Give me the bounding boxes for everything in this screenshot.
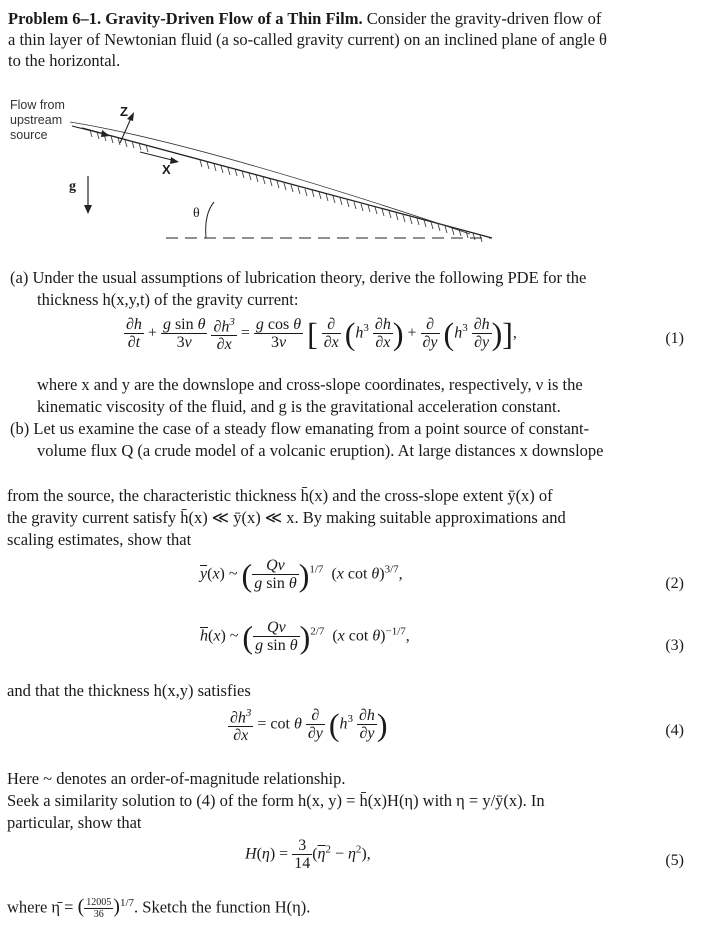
x-axis-arrow	[140, 152, 176, 161]
part-b-cont-3: scaling estimates, show that	[7, 530, 192, 549]
plane-hatching	[90, 130, 482, 242]
where-exponent: 1/7	[119, 897, 135, 909]
part-b-cont-1: from the source, the characteristic thickness h̄(x) and the cross-slope extent ȳ(x) of	[7, 486, 553, 505]
equation-5-number: (5)	[665, 852, 684, 869]
z-axis-arrowhead	[127, 112, 134, 121]
here-line: Here ~ denotes an order-of-magnitude relationship.	[7, 769, 346, 788]
seek-line-2: particular, show that	[7, 813, 142, 832]
equation-1: $\frac{\partial h}{\partial t}$ + $\frac{\text{g sin θ}}{3\nu}$ $\frac{\partial h^3}{\partial x}$ = $\frac{\text{g cos θ}}{3\nu}$ [ $\frac{\partial}{\partial x}$ ($h^3$ $\frac{\partial h}{\partial x}$ ) + $\frac{\partial}{\partial y}$ ($h^3$ $\frac{\partial h}{\partial y}$ )],	[126, 315, 517, 354]
gravity-label: g	[69, 179, 76, 194]
part-a-line-2: thickness h(x,y,t) of the gravity current:	[37, 290, 299, 309]
where-frac-num: 12005	[86, 897, 112, 909]
problem-intro-1: Consider the gravity-driven flow of	[366, 9, 602, 28]
equation-2-number: (2)	[665, 575, 684, 592]
problem-intro-2: a thin layer of Newtonian fluid (a so-called gravity current) on an inclined plane of angle θ	[8, 30, 607, 49]
part-b-line-1: (b) Let us examine the case of a steady flow emanating from a point source of constant-	[10, 419, 590, 438]
where-line: where η̄ = ( $\frac{12005}{36}$ )$^{1/7}$. Sketch the function H(η).	[7, 895, 311, 921]
problem-heading-line	[8, 8, 601, 29]
z-axis-label: Z	[120, 104, 128, 119]
equation-3-number: (3)	[665, 637, 684, 654]
theta-label: θ	[193, 206, 200, 221]
part-b-cont-2: the gravity current satisfy h̄(x) ≪ ȳ(x) ≪ x. By making suitable approximations and	[7, 508, 566, 527]
x-axis-label: X	[162, 162, 171, 177]
equation-5: H(η) = $\frac{3}{14}$ $(\overline{\eta}^2 - \eta^2)$,	[245, 837, 371, 872]
equation-1-number: (1)	[665, 330, 684, 347]
thickness-line: and that the thickness h(x,y) satisfies	[7, 681, 251, 700]
seek-line-1: Seek a similarity solution to (4) of the form h(x, y) = h̄(x)H(η) with η = y/ȳ(x). In	[7, 791, 545, 810]
part-b-line-2: volume flux Q (a crude model of a volcanic eruption). At large distances x downslope	[37, 441, 604, 460]
where-prefix: where η̄ =	[7, 897, 78, 917]
gravity-arrowhead	[84, 205, 92, 214]
problem-title: Problem 6–1. Gravity-Driven Flow of a Thin Film.	[8, 9, 363, 28]
x-axis-arrowhead	[170, 157, 179, 164]
where-suffix: . Sketch the function H(η).	[134, 897, 311, 917]
inclined-plane-figure	[0, 88, 710, 248]
equation-4-number: (4)	[665, 722, 684, 739]
equation-2: $\overline{y}(x)$ ~ ( $\frac{Q\nu}{\text{g sin θ}}$ )$^{1/7}$ (x cot θ)$^{3/7}$,	[200, 557, 403, 593]
flow-arrowhead	[101, 130, 110, 137]
part-a-after-2: kinematic viscosity of the fluid, and g is the gravitational acceleration constant.	[37, 397, 561, 416]
part-a-line-1: (a) Under the usual assumptions of lubrication theory, derive the following PDE for the	[10, 268, 587, 287]
equation-4: $\frac{\partial h^3}{\partial x}$ = cot θ $\frac{\partial}{\partial y}$ ($h^3$ $\frac{\partial h}{\partial y}$ )	[230, 706, 388, 745]
inclined-plane-line	[82, 128, 492, 238]
angle-arc	[206, 202, 214, 238]
flow-label: Flow from upstream source	[10, 98, 65, 142]
where-frac-den: 36	[93, 909, 104, 921]
part-a-after-1: where x and y are the downslope and cross-slope coordinates, respectively, ν is the	[37, 375, 583, 394]
figure-svg	[0, 88, 710, 248]
problem-intro-3: to the horizontal.	[8, 51, 121, 70]
equation-3: $\overline{h}(x)$ ~ ( $\frac{Q\nu}{\text{g sin θ}}$ )$^{2/7}$ (x cot θ)$^{-1/7}$,	[200, 619, 410, 655]
